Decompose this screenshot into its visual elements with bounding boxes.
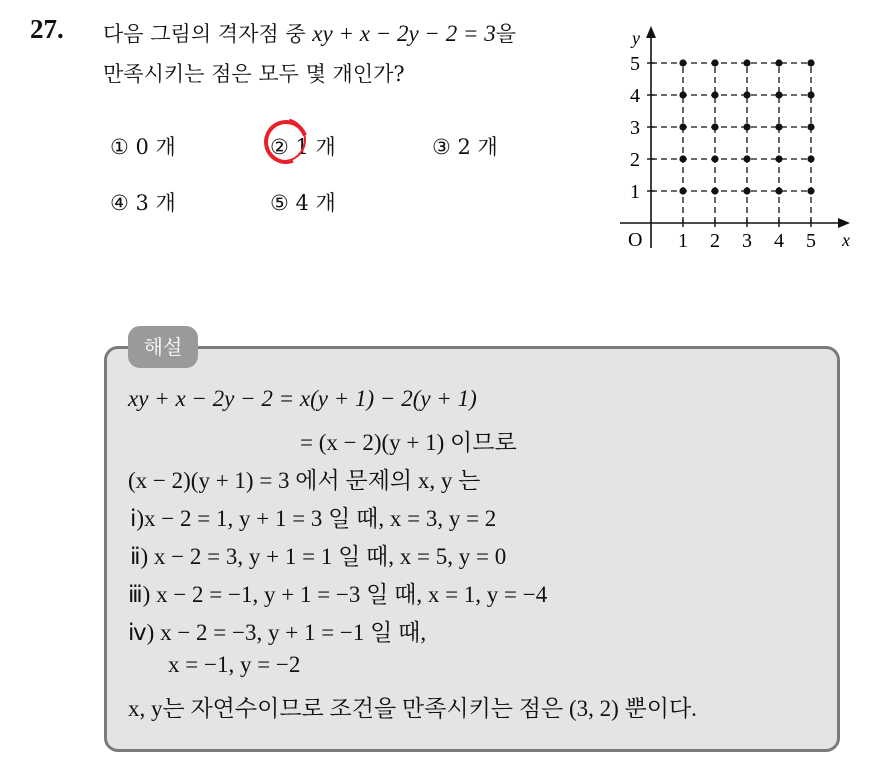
solution-line-1 — [128, 386, 477, 412]
solution-line-2 — [300, 424, 517, 457]
solution-line-2-text: = (x − 2)(y + 1) 이므로 — [300, 430, 517, 455]
choice-5-number: ⑤ — [270, 191, 289, 215]
question-equation: xy + x − 2y − 2 = 3 — [312, 21, 496, 46]
y-tick-label-5: 5 — [630, 53, 640, 75]
lattice-point-2-1 — [711, 187, 718, 194]
answer-circle-mark-stroke — [254, 110, 314, 170]
solution-line-7-text: ⅳ) x − 2 = −3, y + 1 = −1 일 때, — [128, 620, 427, 645]
solution-line-3-text: (x − 2)(y + 1) = 3 에서 문제의 x, y 는 — [128, 468, 481, 493]
lattice-point-2-5 — [711, 59, 718, 66]
lattice-point-1-5 — [679, 59, 686, 66]
question-line-1 — [103, 18, 516, 48]
question-line-1-suffix: 을 — [495, 22, 517, 46]
solution-line-5-text: ⅱ) x − 2 = 3, y + 1 = 1 일 때, x = 5, y = 0 — [130, 544, 507, 569]
lattice-point-3-5 — [743, 59, 750, 66]
lattice-point-5-2 — [807, 155, 814, 162]
x-tick-label-5: 5 — [806, 230, 816, 252]
choice-4-number: ④ — [110, 191, 129, 215]
lattice-point-4-3 — [775, 123, 782, 130]
lattice-point-5-5 — [807, 59, 814, 66]
solution-line-1-text: xy + x − 2y − 2 = x(y + 1) − 2(y + 1) — [128, 386, 477, 411]
lattice-point-1-2 — [679, 155, 686, 162]
y-axis-arrow — [646, 26, 656, 38]
choice-5[interactable] — [270, 187, 336, 217]
choice-2-label: 1 개 — [295, 135, 336, 159]
question-line-1-text: 다음 그림의 격자점 중 — [103, 22, 306, 46]
choice-5-label: 4 개 — [295, 191, 336, 215]
solution-line-4 — [130, 500, 496, 533]
x-axis-label: x — [842, 230, 850, 250]
solution-label: 해설 — [128, 326, 198, 368]
x-tick-label-2: 2 — [710, 230, 720, 252]
choice-4[interactable] — [110, 187, 176, 217]
solution-line-3 — [128, 462, 480, 495]
solution-line-8 — [168, 652, 300, 678]
lattice-point-5-4 — [807, 91, 814, 98]
choice-2-number: ② — [270, 135, 289, 159]
choice-1[interactable] — [110, 131, 176, 161]
solution-line-6 — [128, 576, 547, 609]
solution-line-9-text: x, y는 자연수이므로 조건을 만족시키는 점은 (3, 2) 뿐이다. — [128, 696, 697, 721]
lattice-point-5-3 — [807, 123, 814, 130]
x-tick-labels — [678, 219, 816, 252]
y-tick-label-2: 2 — [630, 149, 640, 171]
lattice-graph — [612, 20, 862, 256]
lattice-point-2-4 — [711, 91, 718, 98]
solution-line-5 — [130, 538, 506, 571]
choice-1-number: ① — [110, 135, 129, 159]
solution-line-4-text: ⅰ)x − 2 = 1, y + 1 = 3 일 때, x = 3, y = 2 — [130, 506, 497, 531]
lattice-point-1-3 — [679, 123, 686, 130]
solution-line-6-text: ⅲ) x − 2 = −1, y + 1 = −3 일 때, x = 1, y = −4 — [128, 582, 548, 607]
lattice-point-5-1 — [807, 187, 814, 194]
lattice-point-4-2 — [775, 155, 782, 162]
lattice-point-3-2 — [743, 155, 750, 162]
y-tick-label-4: 4 — [630, 85, 640, 107]
grid-lines — [651, 63, 811, 223]
solution-line-9 — [128, 690, 697, 723]
y-axis-label: y — [632, 28, 640, 48]
lattice-point-4-5 — [775, 59, 782, 66]
lattice-point-2-3 — [711, 123, 718, 130]
question-line-2: 만족시키는 점은 모두 몇 개인가? — [103, 62, 405, 86]
origin-label: O — [628, 229, 643, 251]
choice-3-number: ③ — [432, 135, 451, 159]
choice-1-label: 0 개 — [135, 135, 176, 159]
solution-line-7 — [128, 614, 426, 647]
x-tick-label-4: 4 — [774, 230, 784, 252]
lattice-point-3-3 — [743, 123, 750, 130]
lattice-point-3-1 — [743, 187, 750, 194]
x-axis-arrow — [838, 218, 850, 228]
lattice-point-3-4 — [743, 91, 750, 98]
lattice-point-4-1 — [775, 187, 782, 194]
question-number: 27. — [30, 14, 64, 44]
y-tick-label-1: 1 — [630, 181, 640, 203]
solution-line-8-text: x = −1, y = −2 — [168, 652, 301, 677]
x-tick-label-3: 3 — [742, 230, 752, 252]
x-tick-label-1: 1 — [678, 230, 688, 252]
lattice-point-1-4 — [679, 91, 686, 98]
y-tick-label-3: 3 — [630, 117, 640, 139]
lattice-point-1-1 — [679, 187, 686, 194]
lattice-point-4-4 — [775, 91, 782, 98]
choice-4-label: 3 개 — [135, 191, 176, 215]
choice-3-label: 2 개 — [457, 135, 498, 159]
lattice-point-2-2 — [711, 155, 718, 162]
choice-3[interactable] — [432, 131, 498, 161]
